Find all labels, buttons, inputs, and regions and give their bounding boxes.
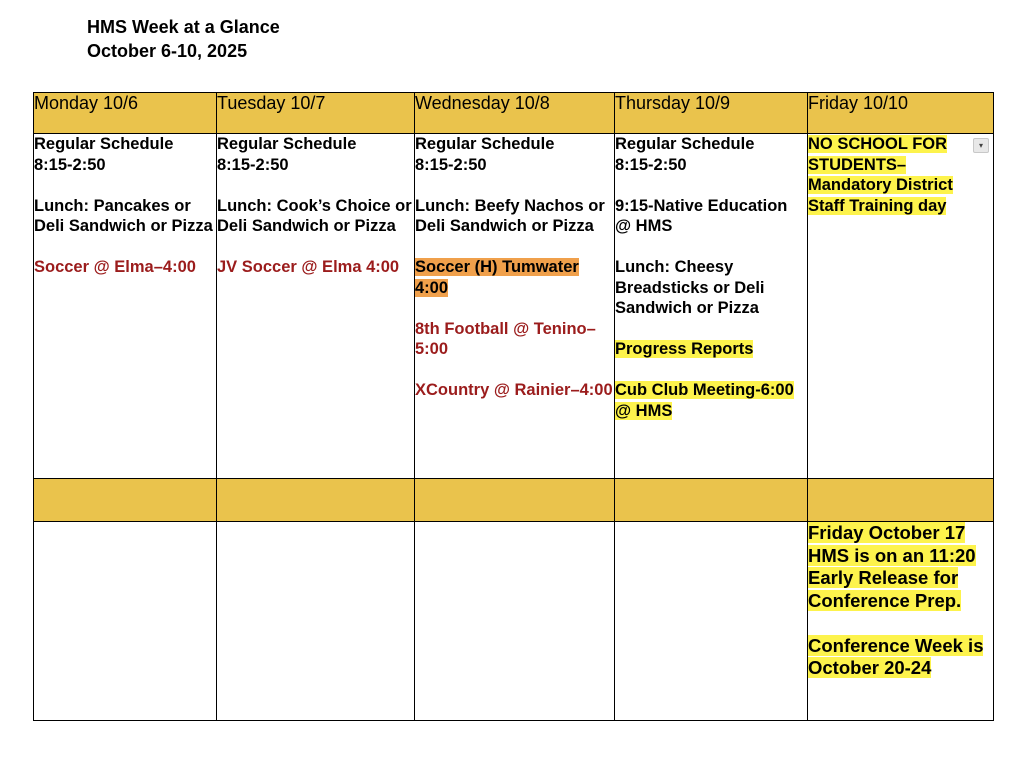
regular-schedule-label: Regular Schedule xyxy=(217,135,357,153)
band-cell xyxy=(415,479,615,522)
next-week-row xyxy=(34,522,994,721)
schedule-times: 8:15-2:50 xyxy=(615,155,687,174)
schedule-times: 8:15-2:50 xyxy=(415,155,487,174)
thursday-cell[interactable] xyxy=(615,134,808,479)
early-release-note: Friday October 17 HMS is on an 11:20 Early Release for Conference Prep. xyxy=(808,522,976,611)
band-cell xyxy=(808,479,994,522)
week-table xyxy=(33,92,994,721)
day-header-monday[interactable]: Monday 10/6 xyxy=(34,93,217,134)
day-header-row xyxy=(34,93,994,134)
wednesday-event-football: 8th Football @ Tenino–5:00 xyxy=(415,319,596,358)
monday-lunch: Lunch: Pancakes or Deli Sandwich or Pizza xyxy=(34,196,213,235)
empty-cell[interactable] xyxy=(415,522,615,721)
empty-cell[interactable] xyxy=(217,522,415,721)
tuesday-event-jv-soccer: JV Soccer @ Elma 4:00 xyxy=(217,258,400,276)
day-content-row xyxy=(34,134,994,479)
friday-note-wrap xyxy=(808,134,993,216)
monday-event-soccer: Soccer @ Elma–4:00 xyxy=(34,258,196,276)
empty-cell[interactable] xyxy=(34,522,217,721)
title-line-1: HMS Week at a Glance xyxy=(87,17,280,37)
day-header-wednesday[interactable]: Wednesday 10/8 xyxy=(415,93,615,134)
wednesday-event-xcountry: XCountry @ Rainier–4:00 xyxy=(415,381,613,399)
band-cell xyxy=(217,479,415,522)
wednesday-cell[interactable] xyxy=(415,134,615,479)
schedule-times: 8:15-2:50 xyxy=(34,155,106,174)
tuesday-lunch: Lunch: Cook’s Choice or Deli Sandwich or Pizza xyxy=(217,196,412,235)
band-cell xyxy=(615,479,808,522)
friday-no-school-note: NO SCHOOL FOR STUDENTS–Mandatory District Staff Training day xyxy=(808,135,953,215)
empty-cell[interactable] xyxy=(615,522,808,721)
regular-schedule-label: Regular Schedule xyxy=(34,135,174,153)
thursday-progress-wrap xyxy=(615,339,807,360)
day-header-tuesday[interactable]: Tuesday 10/7 xyxy=(217,93,415,134)
regular-schedule-label: Regular Schedule xyxy=(415,135,555,153)
page-title xyxy=(87,15,280,63)
wednesday-event-soccer-wrap xyxy=(415,257,614,298)
day-header-thursday[interactable]: Thursday 10/9 xyxy=(615,93,808,134)
tuesday-cell[interactable] xyxy=(217,134,415,479)
chevron-down-icon[interactable]: ▾ xyxy=(973,138,989,153)
thursday-lunch: Lunch: Cheesy Breadsticks or Deli Sandwich or Pizza xyxy=(615,258,765,317)
thursday-progress-reports: Progress Reports xyxy=(615,340,754,358)
title-line-2: October 6-10, 2025 xyxy=(87,41,248,61)
early-release-wrap xyxy=(808,522,993,612)
wednesday-event-soccer: Soccer (H) Tumwater 4:00 xyxy=(415,258,579,297)
thursday-cub-club-wrap xyxy=(615,380,807,421)
day-header-friday[interactable]: Friday 10/10 xyxy=(808,93,994,134)
friday-next-cell[interactable] xyxy=(808,522,994,721)
regular-schedule-label: Regular Schedule xyxy=(615,135,755,153)
friday-cell[interactable] xyxy=(808,134,994,479)
wednesday-lunch: Lunch: Beefy Nachos or Deli Sandwich or Pizza xyxy=(415,196,605,235)
thursday-native-education: 9:15-Native Education @ HMS xyxy=(615,196,788,235)
band-cell xyxy=(34,479,217,522)
monday-cell[interactable] xyxy=(34,134,217,479)
schedule-times: 8:15-2:50 xyxy=(217,155,289,174)
divider-band-row xyxy=(34,479,994,522)
conference-week-wrap xyxy=(808,635,993,680)
thursday-cub-club: Cub Club Meeting-6:00 @ HMS xyxy=(615,381,794,420)
conference-week-note: Conference Week is October 20-24 xyxy=(808,634,984,678)
